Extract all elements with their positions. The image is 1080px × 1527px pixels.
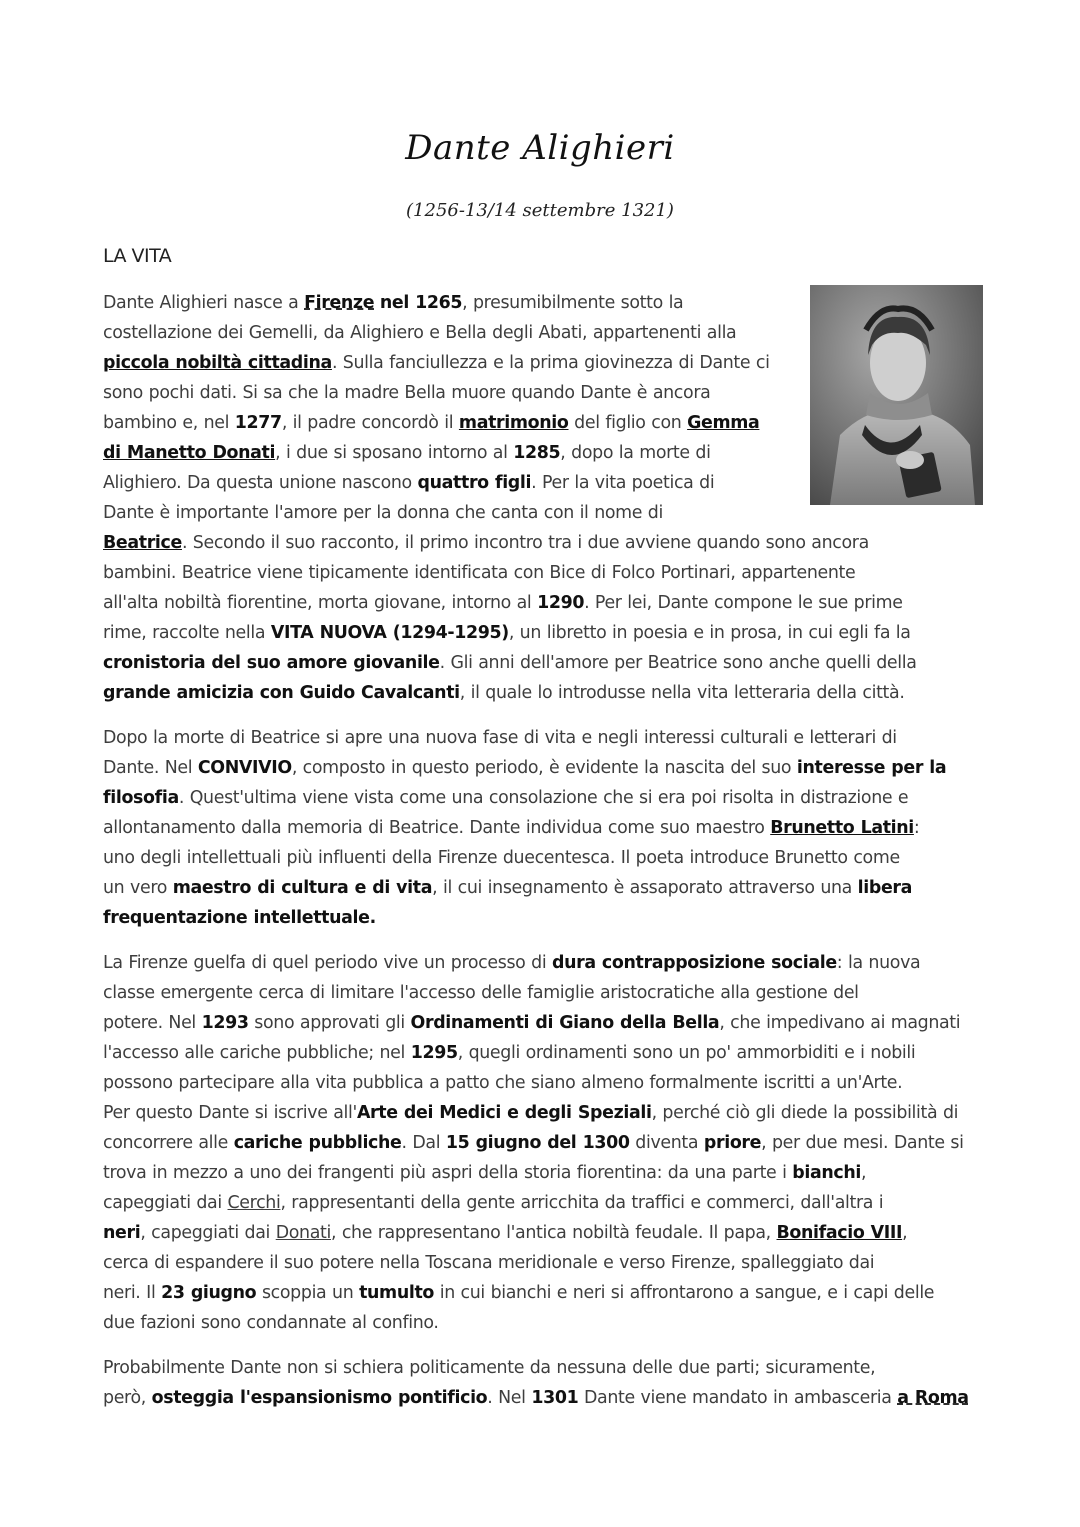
- text-line: [103, 378, 983, 408]
- text-segment: Probabilmente Dante non si schiera politicamente da nessuna delle due parti; sicuramente,: [103, 1358, 876, 1378]
- text-segment: Dante Alighieri nasce a: [103, 293, 305, 313]
- text-segment: . Gli anni dell'amore per Beatrice sono anche quelli della: [439, 653, 917, 673]
- section-heading: LA VITA: [103, 245, 172, 267]
- emphasis-text: neri: [103, 1223, 141, 1243]
- paragraph-3: [103, 948, 983, 1338]
- text-segment: , capeggiati dai: [140, 1223, 276, 1243]
- emphasis-text: VITA NUOVA (1294-1295): [270, 623, 509, 643]
- text-segment: Per questo Dante si iscrive all': [103, 1103, 357, 1123]
- emphasis-text: 23 giugno: [161, 1283, 257, 1303]
- text-line: [103, 528, 983, 558]
- emphasis-text: quattro figli: [417, 473, 532, 493]
- text-segment: Dante è importante l'amore per la donna che canta con il nome di: [103, 503, 663, 523]
- text-line: [103, 783, 983, 813]
- text-segment: trova in mezzo a uno dei frangenti più aspri della storia fiorentina: da una parte i: [103, 1163, 793, 1183]
- emphasis-text: Brunetto Latini: [770, 818, 914, 838]
- emphasis-text: interesse per la: [796, 758, 947, 778]
- emphasis-text: CONVIVIO: [197, 758, 292, 778]
- emphasis-text: bianchi: [792, 1163, 861, 1183]
- emphasis-text: 1290: [537, 593, 585, 613]
- text-line: [103, 948, 983, 978]
- text-segment: . Per lei, Dante compone le sue prime: [584, 593, 903, 613]
- text-line: [103, 1158, 983, 1188]
- text-line: [103, 903, 983, 933]
- emphasis-text: maestro di cultura e di vita: [172, 878, 433, 898]
- emphasis-text: a Roma: [897, 1388, 969, 1408]
- emphasis-text: cronistoria del suo amore giovanile: [103, 653, 440, 673]
- life-dates: (1256-13/14 settembre 1321): [406, 200, 674, 221]
- text-segment: diventa: [629, 1133, 704, 1153]
- text-segment: , per due mesi. Dante si: [761, 1133, 964, 1153]
- text-line: [103, 843, 983, 873]
- text-segment: però,: [103, 1388, 152, 1408]
- emphasis-text: Firenze: [304, 293, 375, 313]
- text-segment: scoppia un: [256, 1283, 360, 1303]
- text-segment: neri. Il: [103, 1283, 162, 1303]
- text-line: [103, 618, 983, 648]
- emphasis-text: matrimonio: [458, 413, 569, 433]
- paragraph-1: [103, 288, 983, 708]
- text-line: [103, 1248, 983, 1278]
- emphasis-text: di Manetto Donati: [103, 443, 276, 463]
- text-segment: :: [913, 818, 920, 838]
- emphasis-text: frequentazione intellettuale.: [103, 908, 376, 928]
- text-segment: , che impedivano ai magnati: [719, 1013, 961, 1033]
- text-line: [103, 1098, 983, 1128]
- text-line: [103, 1383, 983, 1413]
- emphasis-text: osteggia l'espansionismo pontificio: [151, 1388, 488, 1408]
- text-segment: , che rappresentano l'antica nobiltà feudale. Il papa,: [330, 1223, 777, 1243]
- emphasis-text: piccola nobiltà cittadina: [103, 353, 332, 373]
- text-segment: cerca di espandere il suo potere nella Toscana meridionale e verso Firenze, spalleggiato dai: [103, 1253, 875, 1273]
- emphasis-text: Bonifacio VIII: [776, 1223, 903, 1243]
- text-segment: , presumibilmente sotto la: [462, 293, 684, 313]
- text-line: [103, 588, 983, 618]
- emphasis-text: Arte dei Medici e degli Speziali: [356, 1103, 652, 1123]
- text-segment: rime, raccolte nella: [103, 623, 271, 643]
- text-segment: , perché ciò gli diede la possibilità di: [651, 1103, 959, 1123]
- text-line: [103, 558, 983, 588]
- text-line: [103, 1308, 983, 1338]
- text-line: [103, 1188, 983, 1218]
- text-segment: Donati: [275, 1223, 331, 1243]
- text-segment: : la nuova: [836, 953, 921, 973]
- text-segment: , il cui insegnamento è assaporato attraverso una: [432, 878, 858, 898]
- emphasis-text: Gemma: [687, 413, 760, 433]
- text-segment: un vero: [103, 878, 173, 898]
- text-segment: , rappresentanti della gente arricchita da traffici e commerci, dall'altra i: [280, 1193, 884, 1213]
- text-segment: , il padre concordò il: [281, 413, 459, 433]
- emphasis-text: tumulto: [359, 1283, 435, 1303]
- text-line: [103, 978, 983, 1008]
- text-line: [103, 753, 983, 783]
- emphasis-text: grande amicizia con Guido Cavalcanti: [103, 683, 460, 703]
- document-title: Dante Alighieri: [405, 128, 675, 168]
- paragraph-4: [103, 1353, 983, 1413]
- text-line: [103, 648, 983, 678]
- text-segment: sono approvati gli: [248, 1013, 411, 1033]
- text-segment: , quegli ordinamenti sono un po' ammorbiditi e i nobili: [457, 1043, 916, 1063]
- text-segment: . Nel: [487, 1388, 532, 1408]
- text-segment: due fazioni sono condannate al confino.: [103, 1313, 439, 1333]
- text-segment: , i due si sposano intorno al: [275, 443, 514, 463]
- text-segment: . Quest'ultima viene vista come una consolazione che si era poi risolta in distrazione e: [178, 788, 909, 808]
- text-line: [103, 408, 983, 438]
- text-segment: bambini. Beatrice viene tipicamente identificata con Bice di Folco Portinari, appartenente: [103, 563, 856, 583]
- text-line: [103, 288, 983, 318]
- emphasis-text: 1285: [513, 443, 561, 463]
- text-segment: , un libretto in poesia e in prosa, in cui egli fa la: [508, 623, 911, 643]
- emphasis-text: 1301: [531, 1388, 579, 1408]
- text-segment: . Secondo il suo racconto, il primo incontro tra i due avviene quando sono ancora: [181, 533, 869, 553]
- text-line: [103, 1278, 983, 1308]
- text-line: [103, 813, 983, 843]
- text-line: [103, 348, 983, 378]
- text-line: [103, 318, 983, 348]
- text-line: [103, 1038, 983, 1068]
- text-segment: allontanamento dalla memoria di Beatrice. Dante individua come suo maestro: [103, 818, 771, 838]
- text-segment: ,: [860, 1163, 867, 1183]
- text-segment: costellazione dei Gemelli, da Alighiero e Bella degli Abati, appartenenti alla: [103, 323, 737, 343]
- emphasis-text: Beatrice: [103, 533, 182, 553]
- text-segment: . Sulla fanciullezza e la prima giovinezza di Dante ci: [331, 353, 770, 373]
- text-segment: Dante. Nel: [103, 758, 198, 778]
- text-segment: concorrere alle: [103, 1133, 234, 1153]
- emphasis-text: 1277: [234, 413, 282, 433]
- text-segment: sono pochi dati. Si sa che la madre Bella muore quando Dante è ancora: [103, 383, 711, 403]
- text-segment: . Dal: [401, 1133, 446, 1153]
- text-segment: uno degli intellettuali più influenti della Firenze duecentesca. Il poeta introduce Brunetto come: [103, 848, 900, 868]
- text-segment: potere. Nel: [103, 1013, 202, 1033]
- text-line: [103, 1008, 983, 1038]
- text-line: [103, 873, 983, 903]
- text-segment: classe emergente cerca di limitare l'accesso delle famiglie aristocratiche alla gestione del: [103, 983, 859, 1003]
- text-segment: possono partecipare alla vita pubblica a patto che siano almeno formalmente iscritti a un'Arte.: [103, 1073, 903, 1093]
- text-segment: , composto in questo periodo, è evidente la nascita del suo: [291, 758, 797, 778]
- emphasis-text: Ordinamenti di Giano della Bella: [410, 1013, 720, 1033]
- text-line: [103, 1353, 983, 1383]
- text-line: [103, 1128, 983, 1158]
- text-segment: del figlio con: [568, 413, 688, 433]
- emphasis-text: priore: [703, 1133, 762, 1153]
- text-segment: capeggiati dai: [103, 1193, 228, 1213]
- text-segment: l'accesso alle cariche pubbliche; nel: [103, 1043, 411, 1063]
- text-segment: , dopo la morte di: [560, 443, 711, 463]
- emphasis-text: 15 giugno del 1300: [445, 1133, 630, 1153]
- text-segment: ,: [902, 1223, 908, 1243]
- text-segment: La Firenze guelfa di quel periodo vive un processo di: [103, 953, 552, 973]
- emphasis-text: dura contrapposizione sociale: [551, 953, 837, 973]
- text-segment: , il quale lo introdusse nella vita letteraria della città.: [459, 683, 905, 703]
- emphasis-text: libera: [857, 878, 913, 898]
- text-line: [103, 498, 983, 528]
- text-segment: Alighiero. Da questa unione nascono: [103, 473, 418, 493]
- emphasis-text: filosofia: [103, 788, 179, 808]
- text-line: [103, 678, 983, 708]
- text-segment: . Per la vita poetica di: [531, 473, 715, 493]
- document-body: [103, 288, 983, 1428]
- text-segment: bambino e, nel: [103, 413, 235, 433]
- text-segment: Dopo la morte di Beatrice si apre una nuova fase di vita e negli interessi culturali e letterari di: [103, 728, 897, 748]
- text-segment: all'alta nobiltà fiorentine, morta giovane, intorno al: [103, 593, 538, 613]
- text-line: [103, 468, 983, 498]
- emphasis-text: nel 1265: [379, 293, 463, 313]
- text-segment: Cerchi: [227, 1193, 281, 1213]
- text-segment: in cui bianchi e neri si affrontarono a sangue, e i capi delle: [434, 1283, 935, 1303]
- text-segment: Dante viene mandato in ambasceria: [578, 1388, 898, 1408]
- text-line: [103, 723, 983, 753]
- paragraph-2: [103, 723, 983, 933]
- text-line: [103, 1068, 983, 1098]
- emphasis-text: cariche pubbliche: [233, 1133, 402, 1153]
- emphasis-text: 1293: [201, 1013, 249, 1033]
- text-line: [103, 1218, 983, 1248]
- emphasis-text: 1295: [410, 1043, 458, 1063]
- text-line: [103, 438, 983, 468]
